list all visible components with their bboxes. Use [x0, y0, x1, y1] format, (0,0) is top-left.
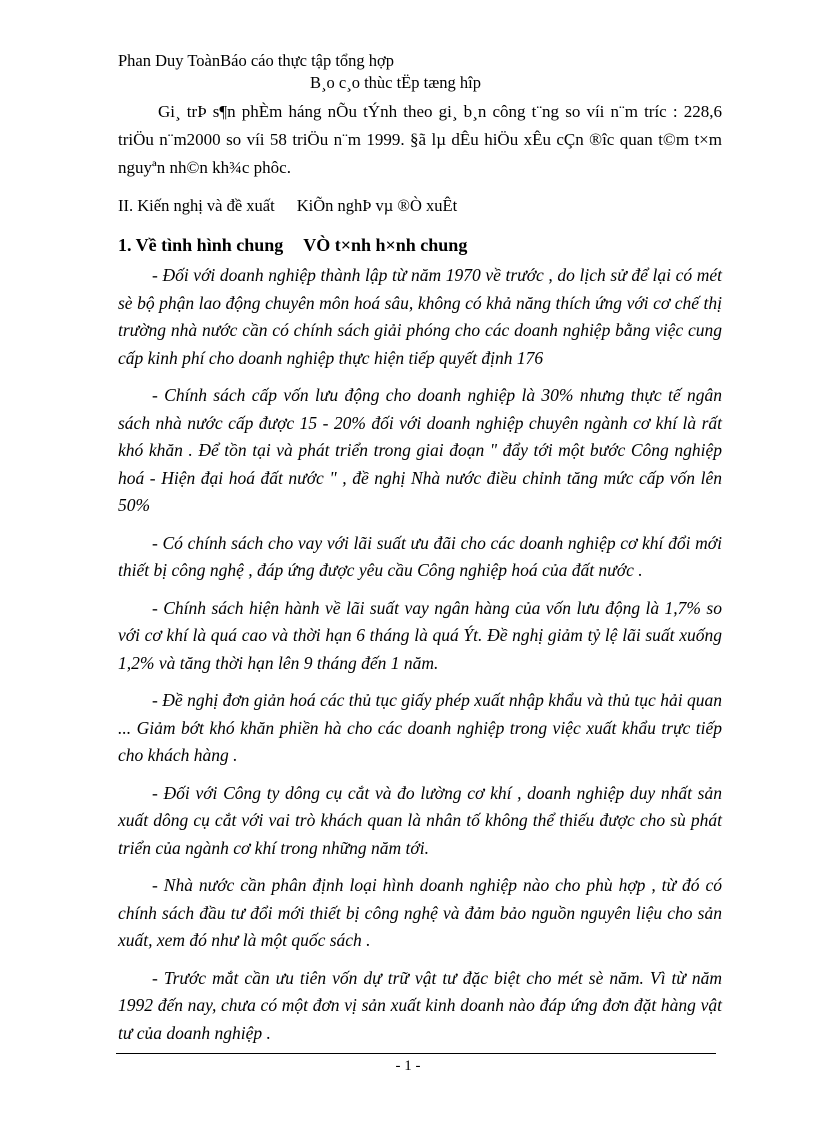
- paragraph: - Đối với Công ty dông cụ cắt và đo lường cơ khí , doanh nghiệp duy nhất sản xuất dông cụ cắt với vai trò khách quan là nhân tố không thể thiếu được cho sù phát triển của ngành cơ khí trong những năm tới.: [118, 782, 722, 858]
- paragraph: - Đối với doanh nghiệp thành lập từ năm 1970 về trước , do lịch sử để lại có mét sè bộ phận lao động chuyên môn hoá sâu, không có khả năng thích ứng với cơ chế thị trường nhà nước cần có chính sách giải phóng cho các doanh nghiệp bằng việc cung cấp kinh phí cho doanh nghiệp thực hiện tiếp quyết định 176: [118, 265, 722, 368]
- page-number: - 1 -: [395, 1058, 421, 1074]
- subsection-title-alt: VÒ t×nh h×nh chung: [303, 235, 468, 255]
- paragraph: - Chính sách hiện hành về lãi suất vay ngân hàng của vốn lưu động là 1,7% so với cơ khí là quá cao và thời hạn 6 tháng là quá Ýt. Đề nghị giảm tỷ lệ lãi suất xuống 1,2% và tăng thời hạn lên 9 tháng đến 1 năm.: [118, 597, 722, 673]
- footer-divider: [116, 1053, 716, 1054]
- section-heading: [118, 196, 479, 216]
- subsection-heading: [118, 235, 487, 256]
- subsection-title: 1. Về tình hình chung: [118, 235, 284, 255]
- paragraph: - Chính sách cấp vốn lưu động cho doanh nghiệp là 30% nhưng thực tế ngân sách nhà nước cấp được 15 - 20% đối với doanh nghiệp chuyên ngành cơ khí là rất khó khăn . Để tồn tại và phát triển trong giai đoạn " đẩy tới một bước Công nghiệp hoá - Hiện đại hoá đất nước " , đề nghị Nhà nước điều chỉnh tăng mức cấp vốn lên 50%: [118, 385, 722, 515]
- header-subtitle: B¸o c¸o thùc tËp tæng hîp: [310, 73, 481, 92]
- section-title: II. Kiến nghị và đề xuất: [118, 196, 275, 215]
- paragraph: - Đề nghị đơn giản hoá các thủ tục giấy phép xuất nhập khẩu và thủ tục hải quan ... Giảm bớt khó khăn phiền hà cho các doanh nghiệp trong việc xuất khẩu trực tiếp cho khách hàng .: [118, 690, 722, 765]
- paragraph: - Có chính sách cho vay với lãi suất ưu đãi cho các doanh nghiệp cơ khí đổi mới thiết bị công nghệ , đáp ứng được yêu cầu Công nghiệp hoá của đất nước .: [118, 532, 722, 580]
- body-text: [118, 262, 722, 1057]
- header-author-title: Phan Duy ToànBáo cáo thực tập tổng hợp: [118, 51, 395, 70]
- paragraph: - Trước mắt cần ưu tiên vốn dự trữ vật tư đặc biệt cho mét sè năm. Vì từ năm 1992 đến nay, chưa có một đơn vị sản xuất kinh doanh nào đáp ứng đơn đặt hàng vật tư của doanh nghiệp .: [118, 967, 722, 1043]
- section-title-alt: KiÕn nghÞ vµ ®Ò xuÊt: [296, 196, 458, 215]
- paragraph: - Nhà nước cần phân định loại hình doanh nghiệp nào cho phù hợp , từ đó có chính sách đầu tư đổi mới thiết bị công nghệ và đảm bảo nguồn nguyên liệu cho sản xuất, xem đó như là một quốc sách .: [118, 875, 722, 950]
- intro-paragraph: Gi¸ trÞ s¶n phÈm háng nÕu tÝnh theo gi¸ b¸n công t¨ng so víi n¨m tríc : 228,6 triÖu n¨m2000 so víi 58 triÖu n¨m 1999. §ã lµ dÊu hiÖu xÊu cÇn ®îc quan t©m t×m nguyªn nh©n kh¾c phôc.: [118, 102, 722, 177]
